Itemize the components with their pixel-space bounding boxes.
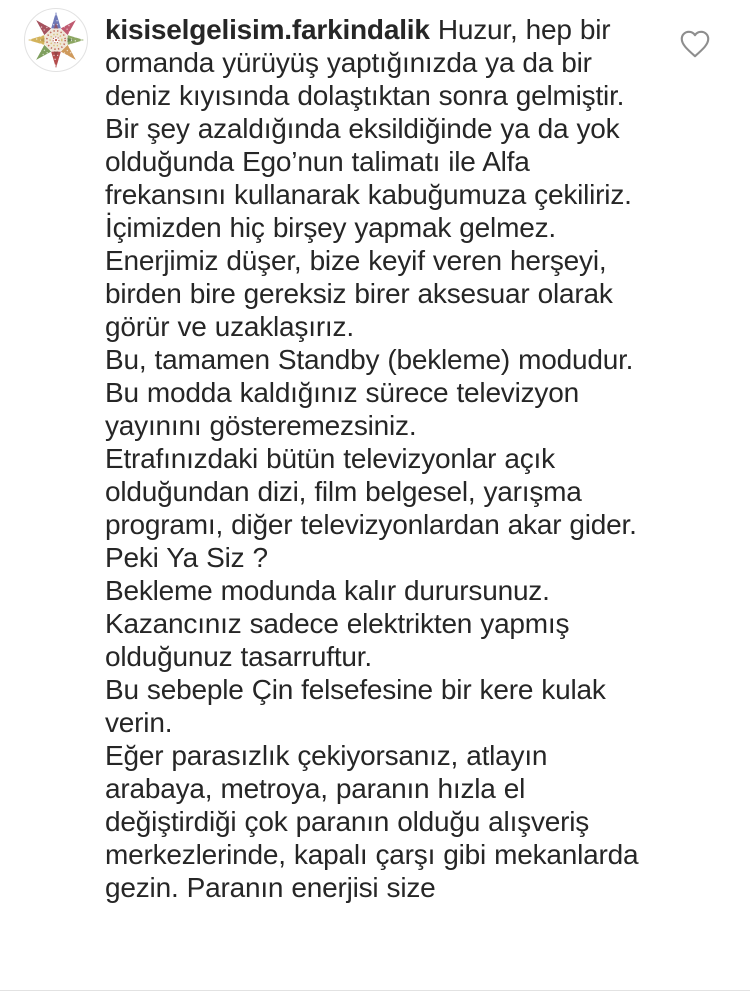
caption-lead-text: Huzur, hep bir ormanda yürüyüş yaptığınızda ya da bir deniz kıyısında dolaştıktan sonra gelmiştir. [105,14,625,111]
heart-icon [677,26,713,62]
caption-paragraph: Bir şey azaldığında eksildiğinde ya da yok olduğunda Ego’nun talimatı ile Alfa frekansını kullanarak kabuğumuza çekiliriz. [105,113,632,210]
caption-paragraph: Peki Ya Siz ? [105,542,268,573]
mandala-star-avatar-icon [25,9,87,71]
caption-paragraph: Bu sebeple Çin felsefesine bir kere kulak verin. [105,674,606,738]
caption-paragraph: Eğer parasızlık çekiyorsanız, atlayın arabaya, metroya, paranın hızla el değiştirdiği çok paranın olduğu alışveriş merkezlerinde, kapalı çarşı gibi mekanlarda gezin. Paranın enerjisi size [105,740,639,903]
caption-lead-paragraph [105,13,653,112]
caption-text [105,13,653,904]
caption-paragraph: Etrafınızdaki bütün televizyonlar açık olduğundan dizi, film belgesel, yarışma programı, diğer televizyonlardan akar gider. [105,443,637,540]
caption-paragraph: Enerjimiz düşer, bize keyif veren herşeyi, birden bire gereksiz birer aksesuar olarak görür ve uzaklaşırız. [105,245,613,342]
caption-paragraph: Bekleme modunda kalır durursunuz. [105,575,550,606]
caption-paragraph: Kazancınız sadece elektrikten yapmış olduğunuz tasarruftur. [105,608,570,672]
caption-paragraphs [105,112,653,904]
avatar[interactable] [24,8,88,72]
bottom-divider [0,990,750,991]
username-link[interactable]: kisiselgelisim.farkindalik [105,14,430,45]
caption-paragraph: İçimizden hiç birşey yapmak gelmez. [105,212,556,243]
caption-paragraph: Bu, tamamen Standby (bekleme) modudur. Bu modda kaldığınız sürece televizyon yayınını gösteremezsiniz. [105,344,634,441]
like-button[interactable] [677,26,713,62]
